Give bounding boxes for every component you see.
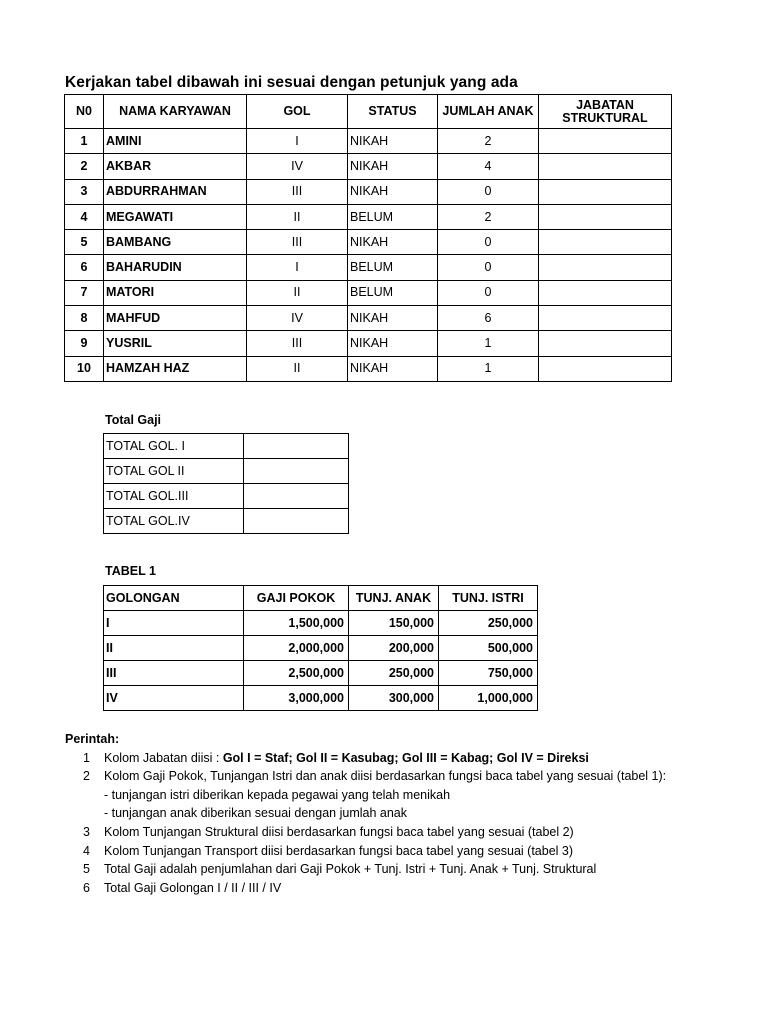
tabel1-table xyxy=(103,585,538,711)
total-label: TOTAL GOL.IV xyxy=(104,509,244,534)
cell-jabatan xyxy=(539,306,672,331)
tabel1-header-golongan: GOLONGAN xyxy=(104,586,244,611)
cell-gol: II xyxy=(247,280,348,305)
total-label: TOTAL GOL. I xyxy=(104,434,244,459)
instruction-number xyxy=(65,804,90,823)
cell-no: 7 xyxy=(65,280,104,305)
table-row xyxy=(104,509,349,534)
tabel1-gaji-pokok: 2,000,000 xyxy=(244,636,349,661)
cell-status: BELUM xyxy=(348,255,438,280)
instruction-text-wrap xyxy=(104,767,666,786)
tabel1-tunj-anak: 250,000 xyxy=(349,661,439,686)
cell-nama: YUSRIL xyxy=(104,331,247,356)
cell-status: NIKAH xyxy=(348,230,438,255)
tabel1-tunj-anak: 150,000 xyxy=(349,611,439,636)
cell-no: 2 xyxy=(65,154,104,179)
cell-gol: IV xyxy=(247,154,348,179)
cell-jabatan xyxy=(539,179,672,204)
instruction-item xyxy=(65,879,666,898)
tabel1-golongan: II xyxy=(104,636,244,661)
instruction-item xyxy=(65,767,666,786)
cell-jabatan xyxy=(539,255,672,280)
table-row xyxy=(104,636,538,661)
instruction-bold-text: Gol I = Staf; Gol II = Kasubag; Gol III = Kabag; Gol IV = Direksi xyxy=(222,750,589,765)
cell-status: NIKAH xyxy=(348,306,438,331)
cell-jumlah-anak: 2 xyxy=(438,129,539,154)
cell-jabatan xyxy=(539,331,672,356)
instruction-text-wrap xyxy=(104,804,407,823)
instruction-text: - tunjangan istri diberikan kepada pegawai yang telah menikah xyxy=(104,787,451,802)
cell-jumlah-anak: 0 xyxy=(438,179,539,204)
cell-nama: BAMBANG xyxy=(104,230,247,255)
cell-nama: AKBAR xyxy=(104,154,247,179)
cell-jumlah-anak: 1 xyxy=(438,331,539,356)
header-no: N0 xyxy=(65,95,104,129)
cell-jabatan xyxy=(539,230,672,255)
instructions xyxy=(65,730,666,897)
instruction-text: Kolom Tunjangan Transport diisi berdasarkan fungsi baca tabel yang sesuai (tabel 3) xyxy=(104,843,574,858)
table-row xyxy=(65,255,672,280)
cell-gol: I xyxy=(247,129,348,154)
total-label: TOTAL GOL II xyxy=(104,459,244,484)
instruction-number: 2 xyxy=(83,769,90,784)
instruction-number: 3 xyxy=(83,824,90,839)
instruction-text-wrap xyxy=(104,786,450,805)
table-row xyxy=(104,459,349,484)
tabel1-tunj-anak: 300,000 xyxy=(349,686,439,711)
instruction-text-wrap xyxy=(104,860,596,879)
instruction-text: Kolom Tunjangan Struktural diisi berdasarkan fungsi baca tabel yang sesuai (tabel 2) xyxy=(104,824,574,839)
instruction-item xyxy=(65,842,666,861)
cell-gol: II xyxy=(247,204,348,229)
instruction-text: Total Gaji adalah penjumlahan dari Gaji Pokok + Tunj. Istri + Tunj. Anak + Tunj. Struktural xyxy=(104,862,597,877)
cell-jumlah-anak: 0 xyxy=(438,280,539,305)
cell-no: 6 xyxy=(65,255,104,280)
tabel1-header-tunj-anak: TUNJ. ANAK xyxy=(349,586,439,611)
table-row xyxy=(104,611,538,636)
header-gol: GOL xyxy=(247,95,348,129)
tabel1-tunj-istri: 750,000 xyxy=(439,661,538,686)
cell-nama: MATORI xyxy=(104,280,247,305)
instruction-item xyxy=(65,860,666,879)
table-row xyxy=(104,686,538,711)
table-row xyxy=(65,179,672,204)
tabel1-gaji-pokok: 1,500,000 xyxy=(244,611,349,636)
tabel1-tunj-istri: 250,000 xyxy=(439,611,538,636)
table-row xyxy=(104,661,538,686)
instruction-number: 6 xyxy=(83,880,90,895)
tabel1-label: TABEL 1 xyxy=(105,564,156,578)
tabel1-gaji-pokok: 2,500,000 xyxy=(244,661,349,686)
table-row xyxy=(104,434,349,459)
employee-table xyxy=(64,94,672,382)
total-value xyxy=(244,459,349,484)
table-row xyxy=(65,230,672,255)
cell-no: 5 xyxy=(65,230,104,255)
tabel1-golongan: I xyxy=(104,611,244,636)
instruction-text-wrap xyxy=(104,749,589,768)
tabel1-golongan: IV xyxy=(104,686,244,711)
table-row xyxy=(104,484,349,509)
cell-jumlah-anak: 2 xyxy=(438,204,539,229)
instruction-text: Kolom Gaji Pokok, Tunjangan Istri dan anak diisi berdasarkan fungsi baca tabel yang sesuai (tabel 1): xyxy=(104,769,667,784)
table-row xyxy=(65,356,672,381)
instruction-number: 1 xyxy=(83,750,90,765)
cell-nama: BAHARUDIN xyxy=(104,255,247,280)
cell-gol: II xyxy=(247,356,348,381)
cell-jumlah-anak: 6 xyxy=(438,306,539,331)
cell-jumlah-anak: 0 xyxy=(438,255,539,280)
cell-no: 10 xyxy=(65,356,104,381)
total-label: TOTAL GOL.III xyxy=(104,484,244,509)
cell-nama: MEGAWATI xyxy=(104,204,247,229)
total-gaji-label: Total Gaji xyxy=(105,413,162,427)
instruction-item xyxy=(65,749,666,768)
table-row xyxy=(65,306,672,331)
header-nama: NAMA KARYAWAN xyxy=(104,95,247,129)
cell-status: NIKAH xyxy=(348,356,438,381)
table-row xyxy=(65,204,672,229)
cell-no: 1 xyxy=(65,129,104,154)
tabel1-header-tunj-istri: TUNJ. ISTRI xyxy=(439,586,538,611)
header-status: STATUS xyxy=(348,95,438,129)
instruction-text: - tunjangan anak diberikan sesuai dengan jumlah anak xyxy=(104,806,407,821)
total-gaji-table xyxy=(103,433,349,534)
cell-gol: III xyxy=(247,331,348,356)
instruction-text: Kolom Jabatan diisi : xyxy=(104,750,223,765)
cell-status: NIKAH xyxy=(348,154,438,179)
cell-status: NIKAH xyxy=(348,129,438,154)
cell-jabatan xyxy=(539,204,672,229)
cell-no: 3 xyxy=(65,179,104,204)
table-row xyxy=(65,331,672,356)
cell-jabatan xyxy=(539,129,672,154)
cell-nama: HAMZAH HAZ xyxy=(104,356,247,381)
instruction-number: 4 xyxy=(83,843,90,858)
tabel1-header-gaji-pokok: GAJI POKOK xyxy=(244,586,349,611)
instruction-text-wrap xyxy=(104,842,573,861)
tabel1-golongan: III xyxy=(104,661,244,686)
instruction-item xyxy=(65,823,666,842)
header-jumlah-anak: JUMLAH ANAK xyxy=(438,95,539,129)
table-row xyxy=(65,154,672,179)
instruction-text-wrap xyxy=(104,879,281,898)
cell-jumlah-anak: 0 xyxy=(438,230,539,255)
tabel1-tunj-anak: 200,000 xyxy=(349,636,439,661)
table-row xyxy=(65,129,672,154)
cell-gol: III xyxy=(247,179,348,204)
instruction-item xyxy=(65,786,666,805)
cell-jabatan xyxy=(539,154,672,179)
cell-nama: ABDURRAHMAN xyxy=(104,179,247,204)
cell-jabatan xyxy=(539,356,672,381)
tabel1-gaji-pokok: 3,000,000 xyxy=(244,686,349,711)
total-value xyxy=(244,484,349,509)
header-jabatan: JABATAN STRUKTURAL xyxy=(539,95,672,129)
cell-no: 4 xyxy=(65,204,104,229)
cell-status: NIKAH xyxy=(348,331,438,356)
cell-gol: III xyxy=(247,230,348,255)
total-value xyxy=(244,434,349,459)
cell-no: 8 xyxy=(65,306,104,331)
tabel1-tunj-istri: 1,000,000 xyxy=(439,686,538,711)
cell-jumlah-anak: 4 xyxy=(438,154,539,179)
cell-jumlah-anak: 1 xyxy=(438,356,539,381)
instructions-heading: Perintah: xyxy=(65,732,120,746)
cell-status: BELUM xyxy=(348,204,438,229)
instruction-number: 5 xyxy=(83,862,90,877)
instruction-text-wrap xyxy=(104,823,574,842)
cell-nama: AMINI xyxy=(104,129,247,154)
tabel1-tunj-istri: 500,000 xyxy=(439,636,538,661)
table-row xyxy=(65,280,672,305)
cell-status: NIKAH xyxy=(348,179,438,204)
page-title: Kerjakan tabel dibawah ini sesuai dengan petunjuk yang ada xyxy=(65,74,518,91)
cell-no: 9 xyxy=(65,331,104,356)
cell-jabatan xyxy=(539,280,672,305)
cell-nama: MAHFUD xyxy=(104,306,247,331)
cell-gol: I xyxy=(247,255,348,280)
cell-gol: IV xyxy=(247,306,348,331)
total-value xyxy=(244,509,349,534)
instruction-item xyxy=(65,804,666,823)
cell-status: BELUM xyxy=(348,280,438,305)
instruction-text: Total Gaji Golongan I / II / III / IV xyxy=(104,880,282,895)
instruction-number xyxy=(65,786,90,805)
